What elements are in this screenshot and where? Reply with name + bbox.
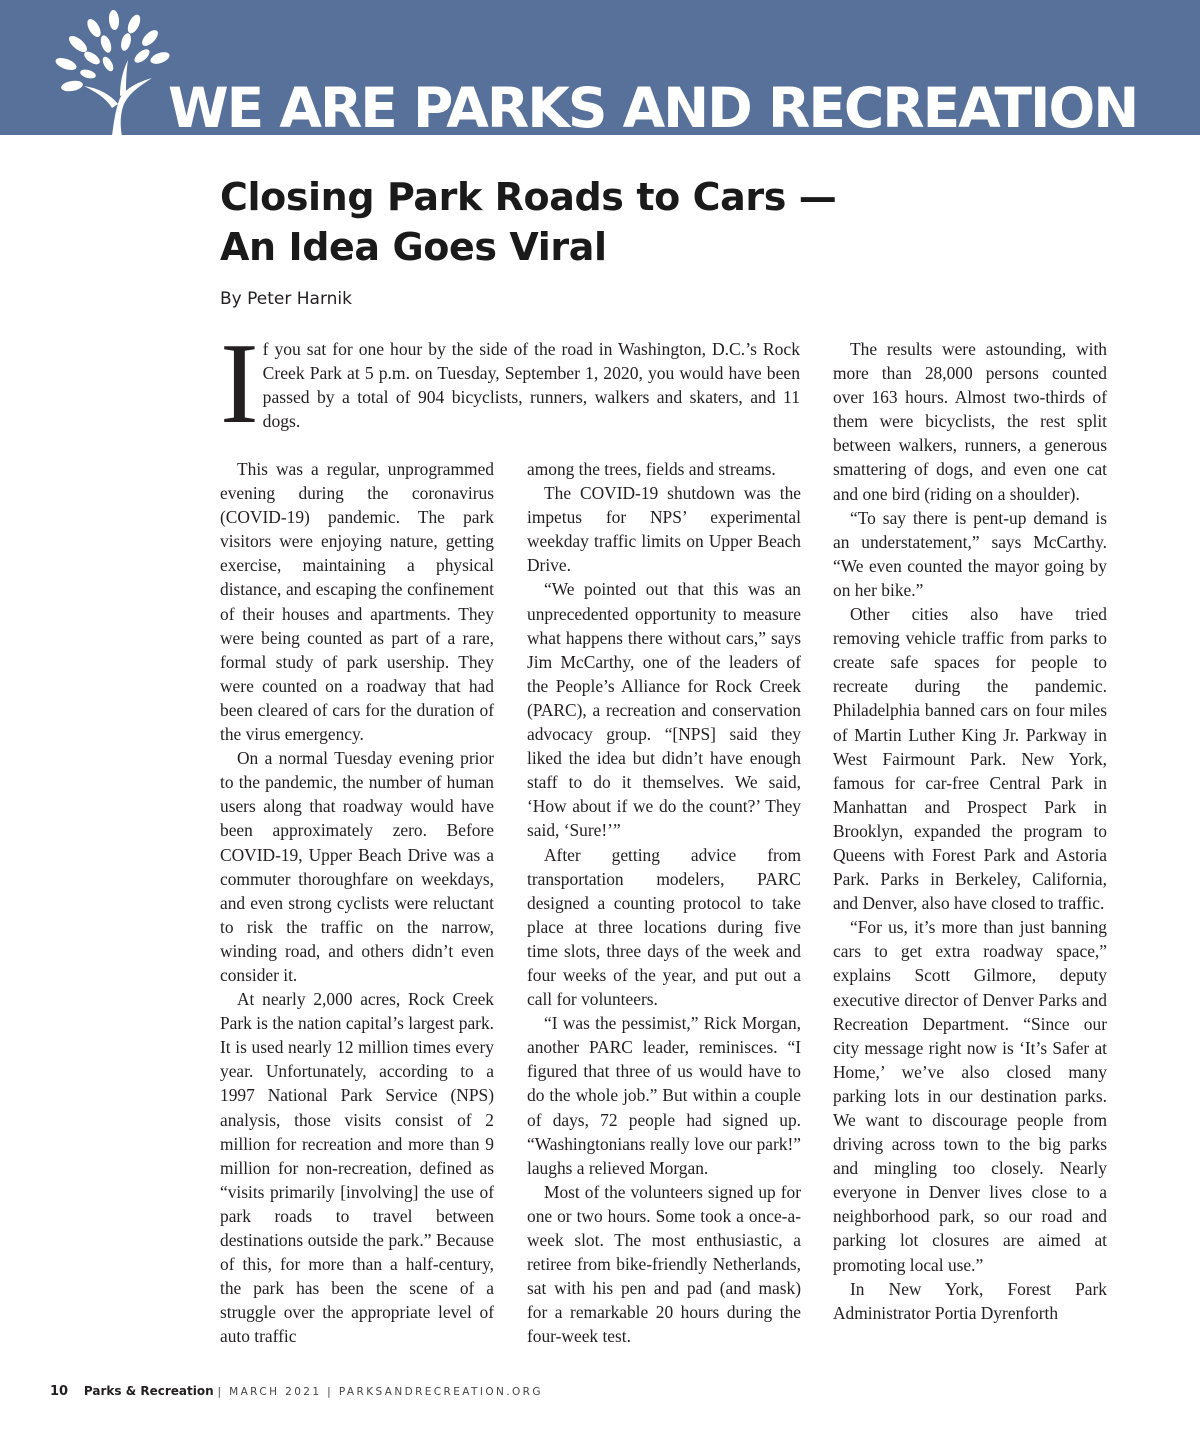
page-number: 10: [50, 1384, 69, 1399]
paragraph: In New York, Forest Park Administrator Portia Dyrenforth: [833, 1278, 1107, 1323]
paragraph: On a normal Tuesday evening prior to the pandemic, the number of human users along that roadway would have been approximately zero. Before COVID-19, Upper Beach Drive was a commuter thoroughfare on weekdays, and even strong cyclists were reluctant to risk the traffic on the narrow, winding road, and others didn’t even consider it.: [220, 748, 494, 985]
paragraph: This was a regular, unprogrammed evening during the coronavirus (COVID-19) pandemic. The park visitors were enjoying nature, getting exercise, maintaining a physical distance, and escaping the confinement of their houses and apartments. They were being counted as part of a rare, formal study of park usership. They were counted on a roadway that had been cleared of cars for the duration of the virus emergency.: [220, 459, 494, 745]
paragraph: Other cities also have tried removing vehicle traffic from parks to create safe spaces for people to recreate during the pandemic. Philadelphia banned cars on four miles of Martin Luther King Jr. Parkway in West Fairmount Park. New York, famous for car-free Central Park in Manhattan and Prospect Park in Brooklyn, expanded the program to Queens with Forest Park and Astoria Park. Parks in Berkeley, California, and Denver, also have closed to traffic.: [833, 604, 1107, 914]
paragraph: The COVID-19 shutdown was the impetus for NPS’ experimental weekday traffic limits on Upper Beach Drive.: [527, 483, 801, 576]
paragraph: The results were astounding, with more than 28,000 persons counted over 163 hours. Almost two-thirds of them were bicyclists, the rest split between walkers, runners, a generous smattering of dogs, and even one cat and one bird (riding on a shoulder).: [833, 339, 1107, 504]
paragraph: “To say there is pent-up demand is an understatement,” says McCarthy. “We even counted the mayor going by on her bike.”: [833, 507, 1107, 600]
page-footer: [50, 1384, 543, 1399]
paragraph: “We pointed out that this was an unprecedented opportunity to measure what happens there without cars,” says Jim McCarthy, one of the leaders of the People’s Alliance for Rock Creek (PARC), a recreation and conservation advocacy group. “[NPS] said they liked the idea but didn’t have enough staff to do it themselves. We said, ‘How about if we do the count?’ They said, ‘Sure!’”: [527, 579, 801, 841]
headline-line-2: An Idea Goes Viral: [220, 225, 607, 269]
paragraph: “I was the pessimist,” Rick Morgan, another PARC leader, reminisces. “I figured that three of us would have to do the whole job.” But within a couple of days, 72 people had signed up. “Washingtonians really love our park!” laughs a relieved Morgan.: [527, 1013, 801, 1178]
lead-paragraph: [220, 320, 800, 448]
banner-title: WE ARE PARKS AND RECREATION: [168, 76, 1138, 135]
lead-text: f you sat for one hour by the side of the road in Washington, D.C.’s Rock Creek Park at 5 p.m. on Tuesday, September 1, 2020, you would have been passed by a total of 904 bicyclists, runners, walkers and skaters, and 11 dogs.: [262, 339, 800, 431]
drop-cap: I: [220, 320, 259, 448]
headline-line-1: Closing Park Roads to Cars —: [220, 175, 837, 219]
paragraph: After getting advice from transportation modelers, PARC designed a counting protocol to take place at three locations during five time slots, three days of the week and four weeks of the year, and put out a call for volunteers.: [527, 844, 801, 1010]
issue-and-website: | MARCH 2021 | PARKSANDRECREATION.ORG: [217, 1386, 543, 1398]
body-column-3: [833, 337, 1107, 1325]
tree-icon: [48, 8, 176, 135]
body-column-2: [527, 457, 801, 1348]
paragraph: Most of the volunteers signed up for one or two hours. Some took a once-a-week slot. The most enthusiastic, a retiree from bike-friendly Netherlands, sat with his pen and pad (and mask) for a remarkable 20 hours during the four-week test.: [527, 1181, 801, 1347]
article-headline: [220, 172, 836, 272]
paragraph: “For us, it’s more than just banning cars to get extra roadway space,” explains Scott Gilmore, deputy executive director of Denver Parks and Recreation Department. “Since our city message right now is ‘It’s Safer at Home,’ we’ve also closed many parking lots in our destination parks. We want to discourage people from driving across town to the big parks and mingling too closely. Nearly everyone in Denver lives close to a neighborhood park, so our road and parking lot closures are aimed at promoting local use.”: [833, 917, 1107, 1275]
paragraph: At nearly 2,000 acres, Rock Creek Park is the nation capital’s largest park. It is used nearly 12 million times every year. Unfortunately, according to a 1997 National Park Service (NPS) analysis, those visits consist of 2 million for recreation and more than 9 million for non-recreation, defined as “visits primarily [involving] the use of park roads to travel between destinations outside the park.” Because of this, for more than a half-century, the park has been the scene of a struggle over the appropriate level of auto traffic: [220, 989, 494, 1347]
section-banner: [0, 0, 1200, 135]
byline: By Peter Harnik: [220, 289, 352, 309]
paragraph: among the trees, fields and streams.: [527, 459, 776, 479]
body-column-1: [220, 457, 494, 1348]
magazine-name: Parks & Recreation: [83, 1384, 214, 1398]
